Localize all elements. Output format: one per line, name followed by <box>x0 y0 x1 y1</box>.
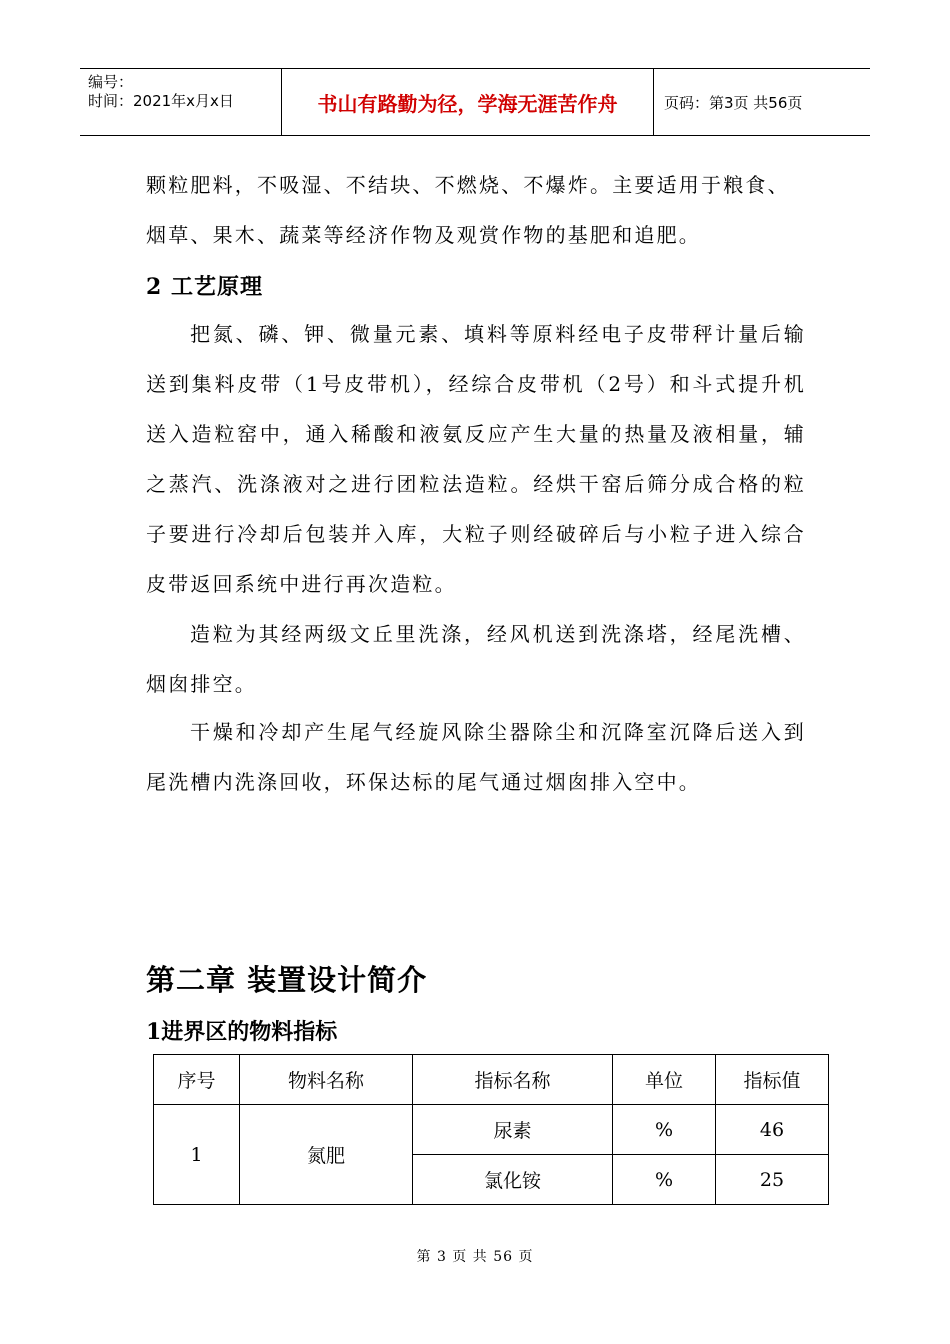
header-meta <box>80 69 282 135</box>
header-time-label: 时间：2021年x月x日 <box>88 92 234 110</box>
table-header-cell: 指标名称 <box>413 1055 613 1105</box>
table-header-cell: 指标值 <box>716 1055 829 1105</box>
table-cell-indicator: 尿素 <box>413 1105 613 1155</box>
header-motto: 书山有路勤为径，学海无涯苦作舟 <box>282 69 654 135</box>
header-page-code: 页码：第3页 共56页 <box>664 93 803 112</box>
table-cell-unit: % <box>613 1155 716 1205</box>
paragraph-1-line-2: 烟草、果木、蔬菜等经济作物及观赏作物的基肥和追肥。 <box>146 223 701 247</box>
page-header <box>80 68 870 136</box>
table-cell-value: 25 <box>716 1155 829 1205</box>
table-cell-value: 46 <box>716 1105 829 1155</box>
table-cell-unit: % <box>613 1105 716 1155</box>
table-cell-index: 1 <box>154 1105 240 1205</box>
table-header-cell: 单位 <box>613 1055 716 1105</box>
paragraph-scrubbing: 造粒为其经两级文丘里洗涤，经风机送到洗涤塔，经尾洗槽、烟囱排空。 <box>146 622 806 696</box>
paragraph-tail-gas: 干燥和冷却产生尾气经旋风除尘器除尘和沉降室沉降后送入到尾洗槽内洗涤回收，环保达标的尾气通过烟囱排入空中。 <box>146 720 806 794</box>
table-header-cell: 序号 <box>154 1055 240 1105</box>
table-cell-material: 氮肥 <box>240 1105 413 1205</box>
section-title-process-principle: 2 工艺原理 <box>146 274 263 300</box>
chapter-title: 第二章 装置设计简介 <box>146 963 428 997</box>
header-number-label: 编号： <box>88 73 134 91</box>
page-footer: 第 3 页 共 56 页 <box>416 1249 534 1265</box>
paragraph-1-line-1: 颗粒肥料，不吸湿、不结块、不燃烧、不爆炸。主要适用于粮食、 <box>146 173 790 197</box>
table-row <box>154 1105 829 1155</box>
material-spec-table <box>153 1054 829 1205</box>
table-header-cell: 物料名称 <box>240 1055 413 1105</box>
table-cell-indicator: 氯化铵 <box>413 1155 613 1205</box>
table-header-row <box>154 1055 829 1105</box>
section-title-material-specs: 1进界区的物料指标 <box>146 1019 338 1045</box>
paragraph-process-description: 把氮、磷、钾、微量元素、填料等原料经电子皮带秤计量后输送到集料皮带（1号皮带机），经综合皮带机（2号）和斗式提升机送入造粒窑中，通入稀酸和液氨反应产生大量的热量及液相量，辅之蒸汽、洗涤液对之进行团粒法造粒。经烘干窑后筛分成合格的粒子要进行冷却后包装并入库，大粒子则经破碎后与小粒子进入综合皮带返回系统中进行再次造粒。 <box>146 322 806 596</box>
